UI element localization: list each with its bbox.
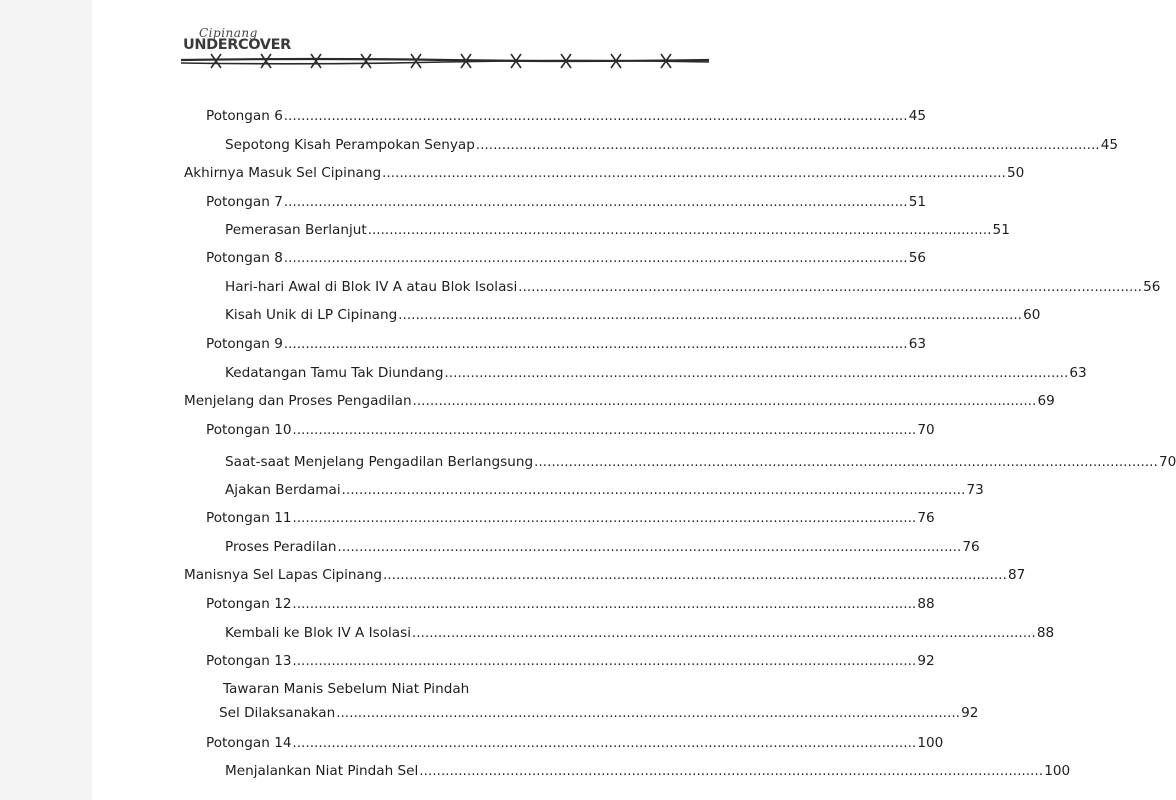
toc-entry <box>0 162 1025 184</box>
toc-entry-title: Menjalankan Niat Pindah Sel <box>225 763 419 779</box>
toc-entry-page: 63 <box>1069 365 1087 381</box>
toc-entry <box>0 479 984 501</box>
toc-entry-page: 51 <box>908 194 927 210</box>
dot-leader: ................................................................................................................................................ <box>292 736 917 751</box>
toc-entry <box>0 419 935 441</box>
dot-leader: ................................................................................................................................................ <box>292 597 917 612</box>
toc-entry-page: 50 <box>1007 165 1025 181</box>
toc-entry-page: 87 <box>1007 567 1026 583</box>
toc-entry <box>0 593 935 615</box>
toc-entry-page: 73 <box>966 482 984 498</box>
toc-entry-page: 76 <box>917 510 935 526</box>
logo-main-text: UNDERCOVER <box>183 37 291 53</box>
toc-entry-page: 56 <box>1143 279 1161 295</box>
toc-entry <box>0 390 1055 412</box>
toc-entry-page: 56 <box>908 250 927 266</box>
toc-entry <box>0 650 935 672</box>
toc-entry-title: Potongan 12 <box>206 596 292 612</box>
toc-entry <box>0 451 1176 473</box>
toc-entry-page: 100 <box>1044 763 1071 779</box>
toc-entry <box>0 105 927 127</box>
toc-entry-title: Menjelang dan Proses Pengadilan <box>184 393 412 409</box>
dot-leader: ................................................................................................................................................ <box>283 195 908 210</box>
toc-entry-page: 70 <box>917 422 935 438</box>
toc-entry <box>0 333 927 355</box>
toc-entry-page: 60 <box>1023 307 1041 323</box>
toc-entry-page: 45 <box>908 108 927 124</box>
toc-entry-page: 63 <box>908 336 927 352</box>
toc-entry-title: Potongan 10 <box>206 422 292 438</box>
toc-entry-page: 100 <box>917 735 944 751</box>
dot-leader: ................................................................................................................................................ <box>292 423 917 438</box>
toc-entry-title: Sepotong Kisah Perampokan Senyap <box>225 137 475 153</box>
toc-entry-title: Potongan 13 <box>206 653 292 669</box>
toc-entry-title: Potongan 11 <box>206 510 292 526</box>
toc-entry <box>0 732 944 754</box>
toc-entry-title: Potongan 6 <box>206 108 283 124</box>
toc-entry-title: Pemerasan Berlanjut <box>225 222 367 238</box>
dot-leader: ................................................................................................................................................ <box>367 223 992 238</box>
dot-leader: ................................................................................................................................................ <box>518 280 1143 295</box>
toc-entry-title: Kembali ke Blok IV A Isolasi <box>225 625 411 641</box>
dot-leader: ................................................................................................................................................ <box>382 166 1006 181</box>
toc-entry-page: 45 <box>1100 137 1119 153</box>
toc-entry-title: Potongan 8 <box>206 250 283 266</box>
toc-entry-page: 70 <box>1158 454 1176 470</box>
toc-entry <box>0 507 935 529</box>
toc-entry-page: 51 <box>992 222 1010 238</box>
toc-entry <box>0 760 1071 782</box>
dot-leader: ................................................................................................................................................ <box>292 654 917 669</box>
dot-leader: ................................................................................................................................................ <box>534 455 1158 470</box>
toc-entry-page: 69 <box>1037 393 1055 409</box>
toc-entry-title: Proses Peradilan <box>225 539 337 555</box>
toc-entry <box>0 702 979 724</box>
toc-entry <box>0 564 1026 586</box>
toc-entry <box>0 622 1055 644</box>
toc-entry <box>0 536 980 558</box>
logo-script-text: Cipinang <box>199 26 258 40</box>
toc-entry <box>0 134 1119 156</box>
dot-leader: ................................................................................................................................................ <box>383 568 1007 583</box>
toc-entry-page: 88 <box>1036 625 1055 641</box>
dot-leader: ................................................................................................................................................ <box>283 337 908 352</box>
dot-leader: ................................................................................................................................................ <box>292 511 917 526</box>
toc-entry-page: 92 <box>961 705 979 721</box>
toc-entry-title-line1: Tawaran Manis Sebelum Niat Pindah <box>223 681 470 697</box>
dot-leader: ................................................................................................................................................ <box>398 308 1023 323</box>
toc-entry <box>0 304 1041 326</box>
toc-entry-page: 92 <box>917 653 935 669</box>
toc-entry <box>0 362 1087 384</box>
dot-leader: ................................................................................................................................................ <box>283 109 908 124</box>
toc-entry-title: Saat-saat Menjelang Pengadilan Berlangsung <box>225 454 534 470</box>
toc-entry-title: Akhirnya Masuk Sel Cipinang <box>184 165 382 181</box>
toc-entry-title: Sel Dilaksanakan <box>219 705 336 721</box>
toc-entry <box>0 219 1010 241</box>
toc-entry-page: 76 <box>962 539 980 555</box>
toc-entry-title: Manisnya Sel Lapas Cipinang <box>184 567 383 583</box>
toc-entry-page: 88 <box>917 596 935 612</box>
dot-leader: ................................................................................................................................................ <box>475 138 1100 153</box>
dot-leader: ................................................................................................................................................ <box>341 483 966 498</box>
dot-leader: ................................................................................................................................................ <box>444 366 1069 381</box>
dot-leader: ................................................................................................................................................ <box>411 626 1036 641</box>
toc-entry <box>0 276 1161 298</box>
toc-entry-title: Kedatangan Tamu Tak Diundang <box>225 365 444 381</box>
dot-leader: ................................................................................................................................................ <box>419 764 1044 779</box>
toc-entry <box>0 191 927 213</box>
dot-leader: ................................................................................................................................................ <box>337 540 962 555</box>
toc-entry-title: Kisah Unik di LP Cipinang <box>225 307 398 323</box>
toc-entry-title: Potongan 7 <box>206 194 283 210</box>
toc-entry <box>0 247 927 269</box>
toc-entry-title: Hari-hari Awal di Blok IV A atau Blok Isolasi <box>225 279 518 295</box>
toc-entry-title: Ajakan Berdamai <box>225 482 341 498</box>
dot-leader: ................................................................................................................................................ <box>336 706 961 721</box>
toc-entry-title: Potongan 14 <box>206 735 292 751</box>
dot-leader: ................................................................................................................................................ <box>412 394 1037 409</box>
toc-entry-title: Potongan 9 <box>206 336 283 352</box>
dot-leader: ................................................................................................................................................ <box>283 251 908 266</box>
